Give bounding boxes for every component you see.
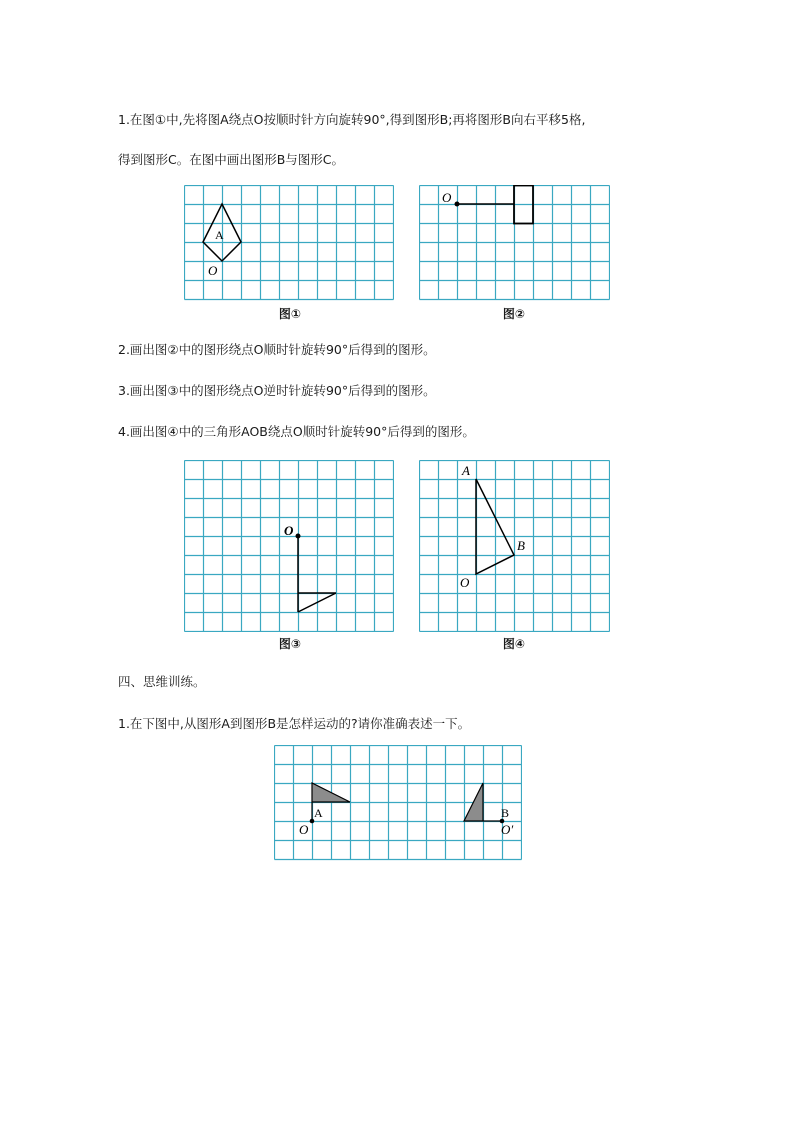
grid-lines bbox=[185, 186, 394, 300]
question-1-line-1: 1.在图①中,先将图A绕点O按顺时针方向旋转90°,得到图形B;再将图形B向右平移5格, bbox=[118, 112, 586, 127]
figure-2-grid bbox=[419, 185, 610, 302]
figure-5-grid bbox=[274, 745, 522, 861]
question-1-line-2: 得到图形C。在图中画出图形B与图形C。 bbox=[118, 152, 345, 167]
question-2: 2.画出图②中的图形绕点O顺时针旋转90°后得到的图形。 bbox=[118, 342, 436, 357]
section-4-question-1: 1.在下图中,从图形A到图形B是怎样运动的?请你准确表述一下。 bbox=[118, 716, 471, 731]
grid-lines bbox=[420, 461, 610, 632]
label-o: O bbox=[284, 523, 294, 538]
label-a: A bbox=[462, 463, 470, 478]
figure-1-caption: 图① bbox=[278, 307, 302, 321]
point-o bbox=[455, 202, 460, 207]
label-b: B bbox=[501, 806, 510, 820]
label-o: O bbox=[460, 575, 470, 590]
section-4-heading: 四、思维训练。 bbox=[118, 674, 206, 689]
question-3: 3.画出图③中的图形绕点O逆时针旋转90°后得到的图形。 bbox=[118, 383, 436, 398]
label-a: A bbox=[215, 228, 224, 242]
label-o: O bbox=[208, 263, 218, 278]
label-o: O bbox=[442, 190, 452, 205]
label-b: B bbox=[517, 538, 525, 553]
point-o bbox=[296, 534, 301, 539]
grid-lines bbox=[185, 461, 394, 632]
figure-3-caption: 图③ bbox=[278, 637, 302, 651]
figure-4-caption: 图④ bbox=[502, 637, 526, 651]
label-a: A bbox=[314, 806, 323, 820]
label-o-prime: O′ bbox=[501, 822, 514, 837]
figure-1-grid bbox=[184, 185, 394, 302]
figure-3-grid bbox=[184, 460, 394, 632]
question-4: 4.画出图④中的三角形AOB绕点O顺时针旋转90°后得到的图形。 bbox=[118, 424, 475, 439]
label-o: O bbox=[299, 822, 309, 837]
figure-2-caption: 图② bbox=[502, 307, 526, 321]
figure-4-grid bbox=[419, 460, 610, 632]
